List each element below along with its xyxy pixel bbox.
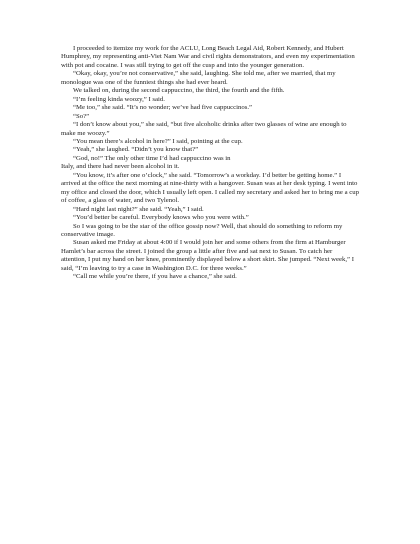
body-text [61,45,359,282]
paragraph: “Yeah,” she laughed. “Didn’t you know that?” [73,146,199,154]
paragraph: “You mean there’s alcohol in here?” I said, pointing at the cup. [73,137,243,145]
paragraph: “God, no!” The only other time I’d had cappuccino was in [73,154,231,162]
paragraph: I proceeded to itemize my work for the ACLU, Long Beach Legal Aid, Robert Kennedy, and Hubert Humphrey, my representing anti-Viet Nam War and civil rights demonstrators, and even my experimentation with pot and cocaine. I was still trying to get off the cusp and into the younger generation. [61,45,355,69]
paragraph: So I was going to be the star of the office gossip now? Well, that should do something to reform my conservative image. [61,222,343,238]
paragraph: “You’d better be careful. Everybody knows who you were with.” [73,214,249,222]
paragraph: “You know, it’s after one o’clock,” she said. “Tomorrow’s a workday. I’d better be getting home.” I arrived at the office the next morning at nine-thirty with a hangover. Susan was at her desk typing. I went into my office and closed the door, which I usually left open. I called my secretary and asked her to bring me a cup of coffee, a glass of water, and two Tylenol. [61,171,360,205]
paragraph: Susan asked me Friday at about 4:00 if I would join her and some others from the firm at Hamburger Hamlet’s bar across the street. I joined the group a little after five and sat next to Susan. To catch her attention, I put my hand on her knee, prominently displayed below a short skirt. She jumped. “Next week,” I said, “I’m leaving to try a case in Washington D.C. for three weeks.” [61,239,354,272]
paragraph: “Call me while you’re there, if you have a chance,” she said. [73,273,237,281]
paragraph: “Hard night last night?” she said. “Yeah,” I said. [73,205,204,213]
paragraph: We talked on, during the second cappuccino, the third, the fourth and the fifth. [73,87,285,95]
paragraph: “Okay, okay, you’re not conservative,” she said, laughing. She told me, after we married, that my monologue was one of the funniest things she had ever heard. [61,70,336,86]
paragraph: “I’m feeling kinda woozy,” I said. [73,95,165,103]
paragraph: “So?” [73,112,90,120]
paragraph: “I don’t know about you,” she said, “but five alcoholic drinks after two glasses of wine are enough to make me woozy.” [61,121,347,137]
paragraph: “Me too,” she said. “It’s no wonder; we’ve had five cappuccinos.” [73,104,253,112]
paragraph: Italy, and there had never been alcohol in it. [61,163,180,171]
